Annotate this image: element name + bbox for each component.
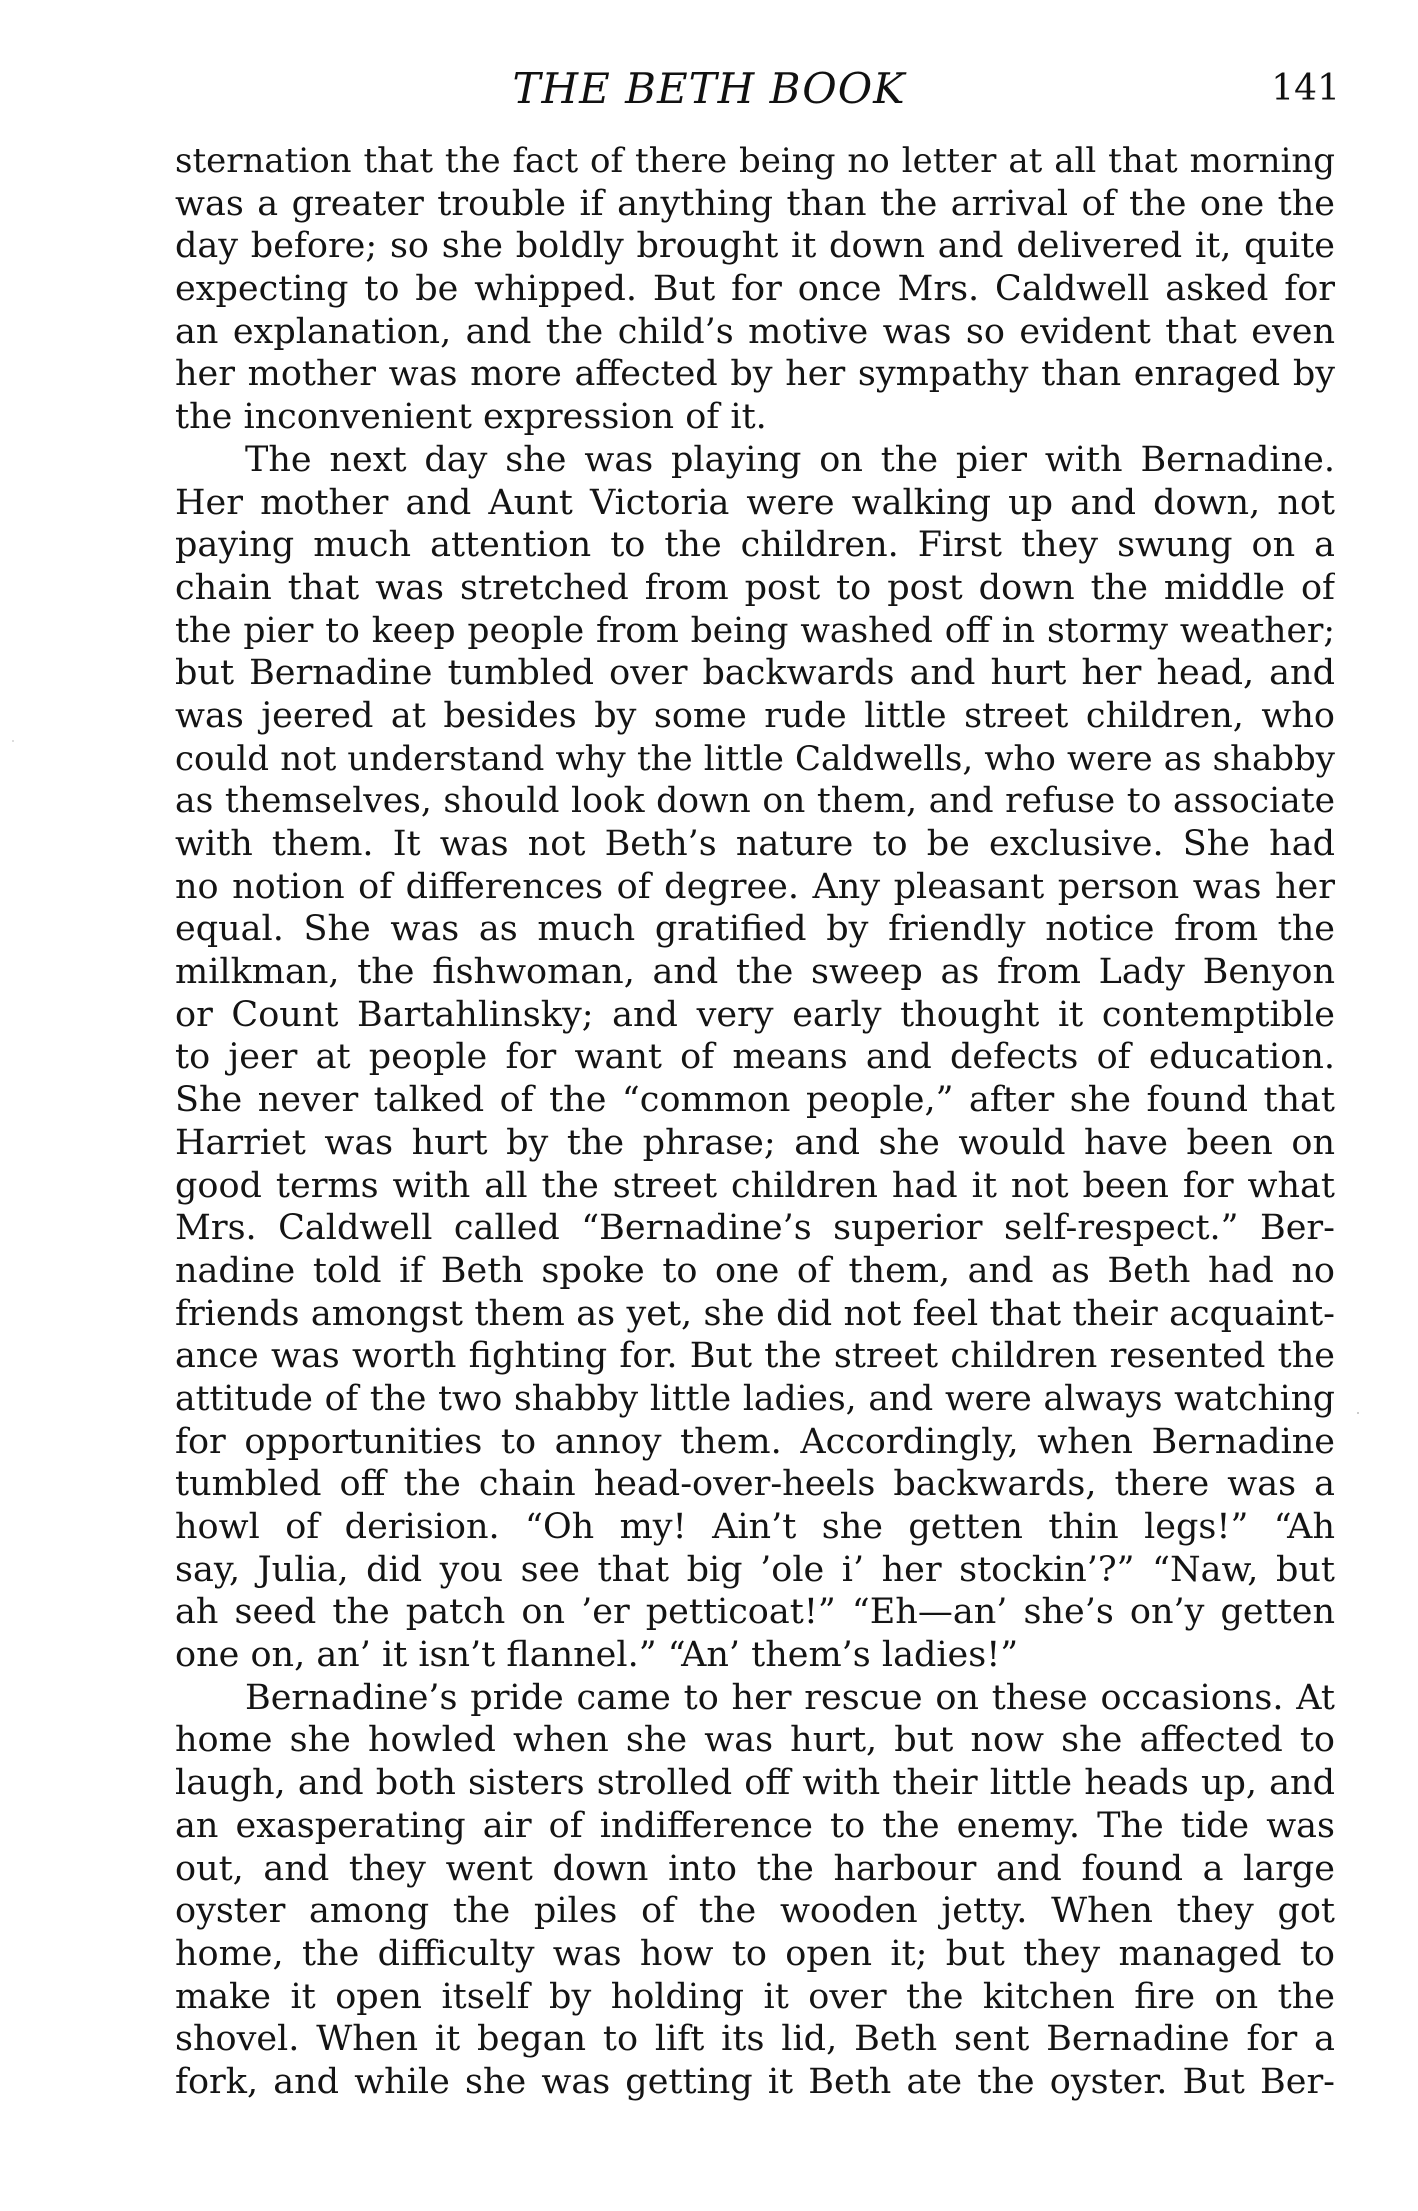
text-line: was a greater trouble if anything than the arrival of the one the bbox=[175, 183, 1335, 224]
running-title: THE BETH BOOK bbox=[512, 64, 906, 113]
text-line: oyster among the piles of the wooden jetty. When they got bbox=[175, 1891, 1335, 1932]
text-line: home, the difficulty was how to open it; but they managed to bbox=[175, 1933, 1335, 1974]
text-line: ance was worth fighting for. But the street children resented the bbox=[175, 1336, 1335, 1377]
text-line: chain that was stretched from post to post down the middle of bbox=[175, 567, 1335, 608]
text-line: milkman, the fishwoman, and the sweep as from Lady Benyon bbox=[175, 952, 1335, 993]
text-line: one on, an’ it isn’t flannel.” “An’ them’s ladies!” bbox=[175, 1635, 1019, 1676]
text-line: an explanation, and the child’s motive was so evident that even bbox=[175, 311, 1335, 352]
text-line: no notion of differences of degree. Any pleasant person was her bbox=[175, 866, 1335, 907]
body-text bbox=[175, 140, 1335, 2104]
text-line: paying much attention to the children. First they swung on a bbox=[175, 525, 1335, 566]
text-line: attitude of the two shabby little ladies, and were always watching bbox=[175, 1378, 1335, 1419]
text-line: with them. It was not Beth’s nature to be exclusive. She had bbox=[175, 824, 1335, 864]
text-line: but Bernadine tumbled over backwards and hurt her head, and bbox=[175, 653, 1335, 694]
text-line: Mrs. Caldwell called “Bernadine’s superior self-respect.” Ber- bbox=[175, 1208, 1335, 1249]
scan-speck bbox=[12, 740, 14, 742]
text-line: Bernadine’s pride came to her rescue on these occasions. At bbox=[245, 1677, 1335, 1718]
text-line: her mother was more affected by her sympathy than enraged by bbox=[175, 354, 1335, 395]
text-line: an exasperating air of indifference to the enemy. The tide was bbox=[175, 1805, 1335, 1846]
text-line: good terms with all the street children had it not been for what bbox=[175, 1165, 1335, 1206]
text-line: say, Julia, did you see that big ’ole i’ her stockin’?” “Naw, but bbox=[175, 1549, 1335, 1590]
text-line: could not understand why the little Caldwells, who were as shabby bbox=[175, 738, 1335, 779]
text-line: ah seed the patch on ’er petticoat!” “Eh—an’ she’s on’y getten bbox=[175, 1592, 1335, 1633]
text-line: howl of derision. “Oh my! Ain’t she getten thin legs!” “Ah bbox=[175, 1507, 1335, 1547]
page-number: 141 bbox=[1271, 68, 1340, 109]
text-line: as themselves, should look down on them, and refuse to associate bbox=[175, 781, 1335, 822]
text-line: the inconvenient expression of it. bbox=[175, 397, 767, 438]
text-line: shovel. When it began to lift its lid, Beth sent Bernadine for a bbox=[175, 2019, 1335, 2060]
text-line: for opportunities to annoy them. Accordingly, when Bernadine bbox=[175, 1421, 1335, 1462]
scan-speck bbox=[1357, 1412, 1359, 1414]
text-line: fork, and while she was getting it Beth ate the oyster. But Ber- bbox=[175, 2061, 1335, 2102]
text-line: expecting to be whipped. But for once Mrs. Caldwell asked for bbox=[175, 269, 1335, 310]
text-line: friends amongst them as yet, she did not feel that their acquaint- bbox=[175, 1293, 1335, 1334]
text-line: home she howled when she was hurt, but now she affected to bbox=[175, 1720, 1335, 1761]
text-line: or Count Bartahlinsky; and very early thought it contemptible bbox=[175, 994, 1335, 1035]
text-line: was jeered at besides by some rude little street children, who bbox=[175, 695, 1335, 736]
text-line: make it open itself by holding it over the kitchen fire on the bbox=[175, 1976, 1335, 2017]
text-line: The next day she was playing on the pier with Bernadine. bbox=[245, 439, 1335, 480]
text-line: Harriet was hurt by the phrase; and she would have been on bbox=[175, 1122, 1335, 1163]
text-line: day before; so she boldly brought it down and delivered it, quite bbox=[175, 226, 1335, 267]
text-line: She never talked of the “common people,” after she found that bbox=[175, 1080, 1335, 1121]
text-line: sternation that the fact of there being no letter at all that morning bbox=[175, 141, 1335, 181]
text-line: tumbled off the chain head-over-heels backwards, there was a bbox=[175, 1464, 1335, 1505]
text-line: Her mother and Aunt Victoria were walking up and down, not bbox=[175, 482, 1335, 523]
text-line: equal. She was as much gratified by friendly notice from the bbox=[175, 909, 1335, 950]
text-line: the pier to keep people from being washed off in stormy weather; bbox=[175, 610, 1335, 651]
text-line: out, and they went down into the harbour and found a large bbox=[175, 1848, 1335, 1889]
text-line: to jeer at people for want of means and defects of education. bbox=[175, 1037, 1335, 1078]
text-line: laugh, and both sisters strolled off with their little heads up, and bbox=[175, 1763, 1335, 1804]
text-line: nadine told if Beth spoke to one of them, and as Beth had no bbox=[175, 1250, 1335, 1291]
